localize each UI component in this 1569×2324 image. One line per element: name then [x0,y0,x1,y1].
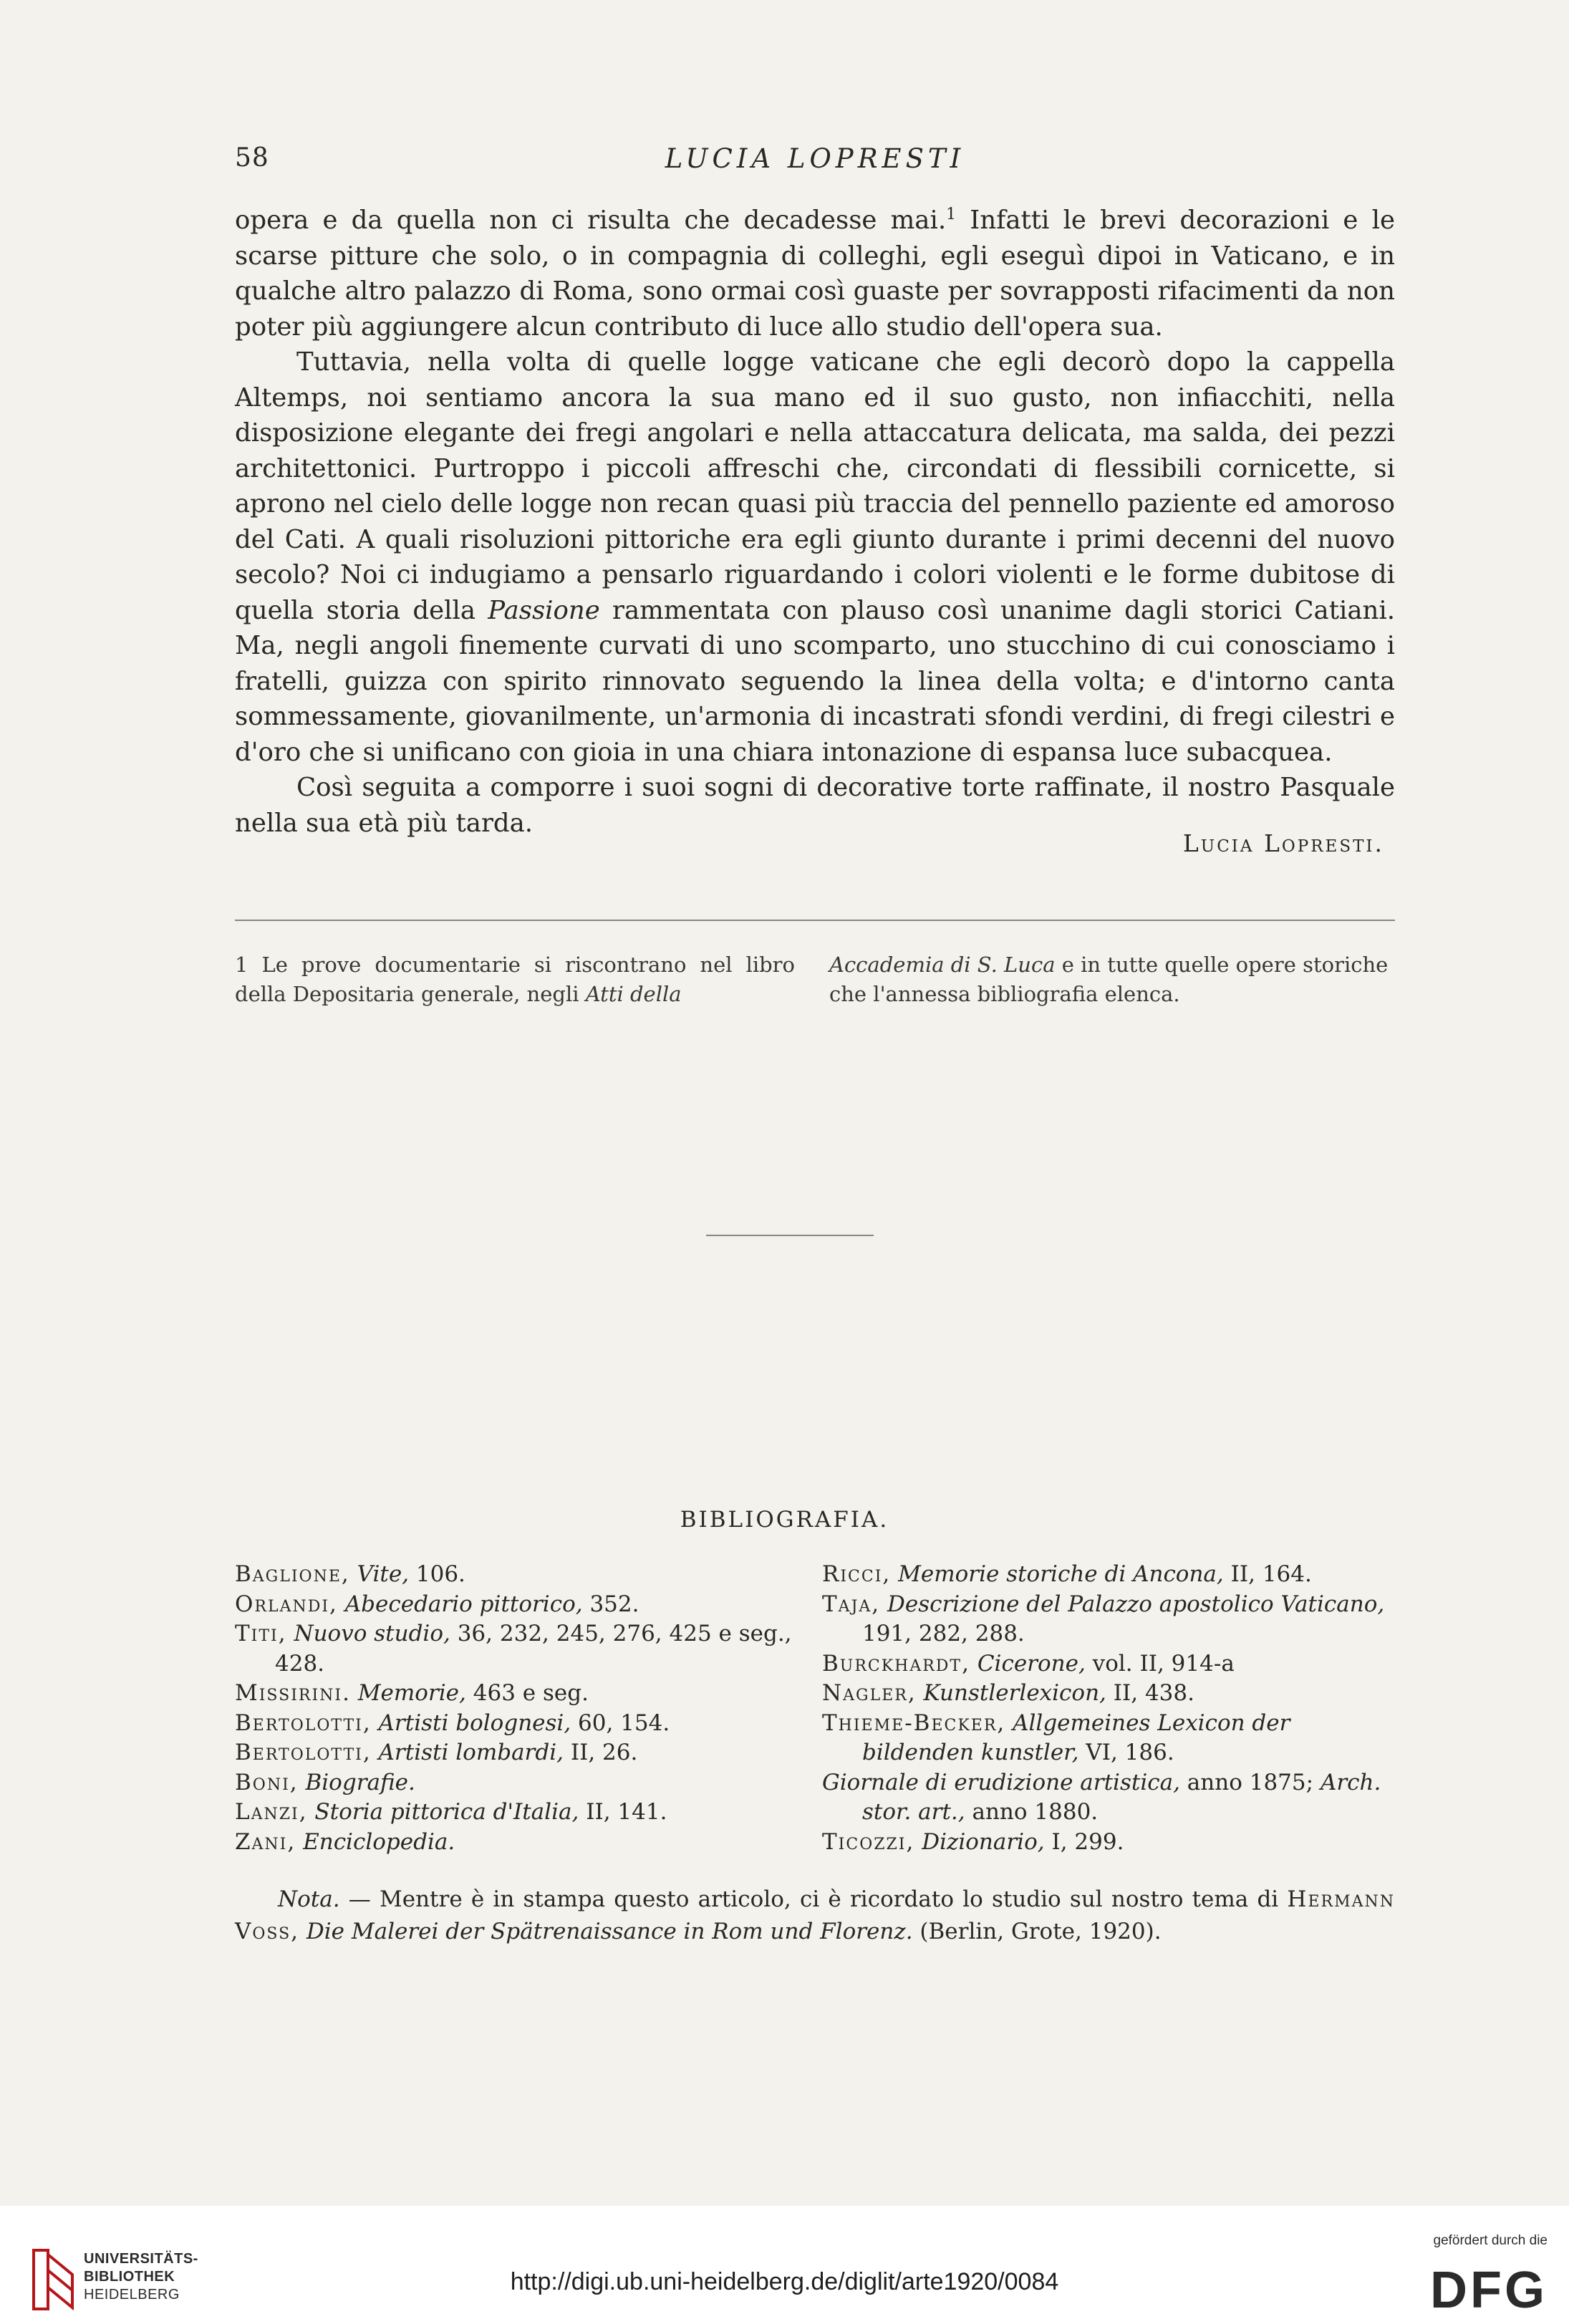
bib-title: Memorie, [357,1680,466,1706]
bib-title: Biografie. [305,1769,415,1795]
bib-author: Missirini. [235,1680,351,1706]
permalink-url[interactable]: http://digi.ub.uni-heidelberg.de/diglit/arte1920/0084 [510,2268,1059,2295]
footnote-text-1: Le prove documentarie si riscontrano nel libro della Depositaria generale, negli [235,953,795,1006]
note-author: Hermann Voss, [235,1886,1395,1944]
bibliography-entry [822,1649,1395,1679]
note-title: Die Malerei der Spätrenaissance in Rom und Florenz. [306,1919,913,1944]
bib-detail: VI, 186. [1078,1740,1174,1765]
bibliography-entry [235,1738,808,1768]
bib-detail: I, 299. [1044,1828,1124,1855]
library-name-line-1: UNIVERSITÄTS- [84,2251,198,2267]
bibliography-entry [235,1798,808,1828]
footnote-column-2 [829,950,1389,1009]
note-text-2: (Berlin, Grote, 1920). [912,1919,1162,1944]
bib-author: Bertolotti, [235,1710,372,1736]
bib-author: Taja, [822,1591,881,1617]
bib-title: Kunstlerlexicon, [923,1680,1106,1706]
bib-author: Ricci, [822,1561,892,1587]
bib-author: Thieme-Becker, [822,1710,1006,1736]
note-label: Nota. [278,1886,340,1912]
section-divider [706,1235,874,1236]
footnote-italic-2: Accademia di S. Luca [829,953,1056,977]
paragraph-1-start: opera e da quella non ci risulta che decadesse mai. [235,206,947,235]
bib-author: Nagler, [822,1680,917,1706]
bibliography-left-column [235,1560,808,1857]
bibliography-entry [235,1679,808,1709]
bibliography-entry [235,1768,808,1798]
bib-title: Dizionario, [922,1828,1045,1855]
bibliography-entry [822,1709,1395,1768]
bib-detail: anno 1875; [1179,1769,1321,1795]
paragraph-2-italic: Passione [488,595,600,625]
bibliography-entry [235,1560,808,1590]
footnote-marker[interactable]: 1 [946,206,957,224]
running-head [235,143,1395,186]
bibliography-title: BIBLIOGRAFIA. [680,1507,889,1533]
bib-detail: II, 164. [1223,1561,1312,1587]
bibliography-entry [235,1828,808,1858]
funder-label: gefördert durch die [1433,2233,1548,2248]
paragraph-2 [235,344,1395,770]
running-title: LUCIA LOPRESTI [665,143,965,174]
paragraph-2-end: rammentata con plauso così unanime dagli storici Catiani. Ma, negli angoli finemente curvati di uno scomparto, uno stucchino di cui conosciamo i fratelli, guizza con spirito rinnovato seguendo la linea della volta; e d'intorno canta sommessamente, giovanilmente, un'armonia di incastrati sfondi verdini, di fregi cilestri e d'oro che si unificano con gioia in una chiara intonazione di espansa luce subacquea. [235,595,1395,767]
footnote-text-2: e in tutte quelle opere storiche che l'annessa bibliografia elenca. [829,953,1389,1006]
bib-title: Artisti lombardi, [378,1740,564,1765]
bib-title: Nuovo studio, [294,1621,450,1646]
bib-detail: 106. [409,1561,465,1587]
bib-title: Arch. stor. art., [862,1769,1381,1825]
paragraph-3: Così seguita a comporre i suoi sogni di decorative torte raffinate, il nostro Pasquale nella sua età più tarda. [235,773,1395,838]
bibliography-entry [235,1590,808,1620]
library-name-line-2: BIBLIOTHEK [84,2269,175,2285]
note-text-1: — Mentre è in stampa questo articolo, ci è ricordato lo studio sul nostro tema di [339,1886,1288,1912]
bib-title: Cicerone, [977,1650,1086,1677]
bib-author: Orlandi, [235,1591,338,1617]
bib-detail: 463 e seg. [465,1680,589,1706]
article-body [235,203,1395,841]
bib-title: Descrizione del Palazzo apostolico Vaticano, [887,1591,1385,1617]
funder-credit[interactable] [1383,2233,1548,2312]
dfg-logo-text: DFG [1430,2263,1548,2312]
editorial-note [235,1884,1395,1948]
bib-title: Enciclopedia. [303,1828,455,1855]
bib-author: Boni, [235,1769,299,1795]
footnote-number: 1 [235,953,248,977]
bib-detail: 60, 154. [571,1710,670,1736]
bibliography-entry [822,1768,1395,1828]
bib-detail: II, 26. [564,1740,638,1765]
bib-title: Memorie storiche di Ancona, [898,1561,1224,1587]
note-paragraph [235,1884,1395,1948]
bib-detail: 36, 232, 245, 276, 425 e seg., 428. [275,1621,792,1677]
page-number: 58 [235,143,269,173]
bibliography-entry [235,1619,808,1679]
bib-author: Titi, [235,1621,287,1646]
bib-detail: II, 141. [579,1799,667,1825]
paragraph-1-end: Infatti le brevi decorazioni e le scarse pitture che solo, o in compagnia di colleghi, egli eseguì dipoi in Vaticano, e in qualche altro palazzo di Roma, sono ormai così guaste per sovrapposti rifacimenti da non poter più aggiungere alcun contributo di luce allo studio dell'opera sua. [235,206,1395,342]
bibliography-right-column [822,1560,1395,1857]
footnote-divider [235,920,1395,921]
bib-detail: anno 1880. [965,1799,1099,1825]
bib-title: Giornale di erudizione artistica, [822,1769,1180,1795]
bib-title: Abecedario pittorico, [344,1591,583,1617]
footnote-column-1 [235,950,795,1009]
footnote-italic-1: Atti della [585,982,682,1006]
bib-detail: 191, 282, 288. [862,1621,1025,1646]
bib-title: Artisti bolognesi, [378,1710,571,1736]
bib-author: Lanzi, [235,1799,308,1825]
bib-author: Baglione, [235,1561,350,1587]
bib-detail: II, 438. [1106,1680,1194,1706]
paragraph-1 [235,203,1395,344]
bib-author: Burckhardt, [822,1650,970,1677]
author-signature: Lucia Lopresti. [1182,829,1384,857]
digitization-footer [0,2206,1569,2324]
bibliography-entry [822,1679,1395,1709]
bib-detail: vol. II, 914-a [1085,1650,1235,1677]
bibliography-entry [822,1590,1395,1649]
dfg-logo-icon [1404,2263,1548,2312]
bib-author: Bertolotti, [235,1740,372,1765]
bibliography-entry [822,1828,1395,1858]
bib-title: Allgemeines Lexicon der bildenden kunstler, [862,1710,1290,1765]
bibliography-entry [235,1709,808,1739]
bib-author: Zani, [235,1828,296,1855]
library-name-line-3: HEIDELBERG [84,2287,180,2303]
bib-detail: 352. [582,1591,639,1617]
bib-title: Storia pittorica d'Italia, [314,1799,579,1825]
paragraph-2-start: Tuttavia, nella volta di quelle logge vaticane che egli decorò dopo la cappella Altemps, noi sentiamo ancora la sua mano ed il suo gusto, non infiacchiti, nella disposizione elegante dei fregi angolari e nella attaccatura delicata, ma salda, dei pezzi architettonici. Purtroppo i piccoli affreschi che, circondati di flessibili cornicette, si aprono nel cielo delle logge non recan quasi più traccia del pennello paziente ed amoroso del Cati. A quali risoluzioni pittoriche era egli giunto durante i primi decenni del nuovo secolo? Noi ci indugiamo a pensarlo riguardando i colori violenti e le forme dubitose di quella storia della [235,347,1395,625]
bib-author: Ticozzi, [822,1828,915,1855]
bibliography-entry [822,1560,1395,1590]
bib-title: Vite, [357,1561,410,1587]
